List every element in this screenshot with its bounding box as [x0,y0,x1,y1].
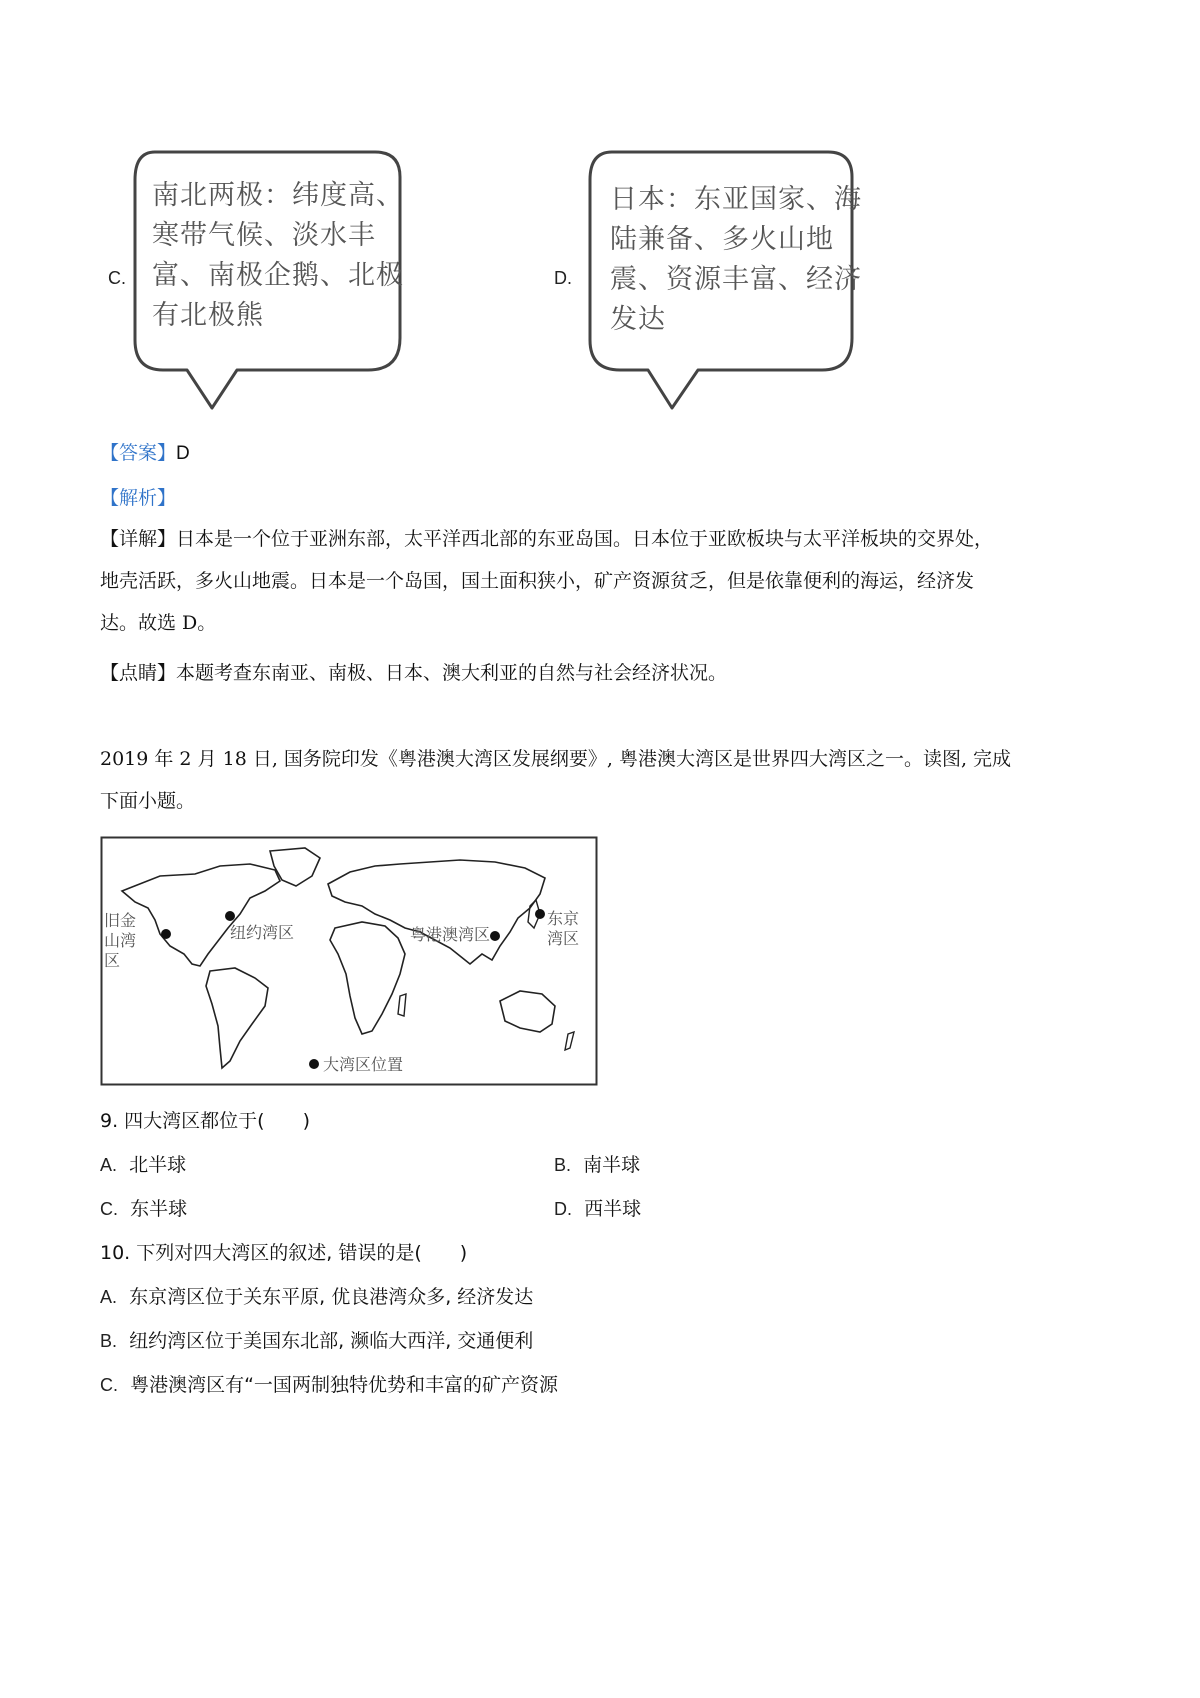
comment-paragraph [100,652,1090,694]
option-letter: B. [554,1155,572,1175]
option-c-text [152,176,404,336]
map-legend-text: 大湾区位置 [323,1055,404,1074]
comment-text: 本题考查东南亚、南极、日本、澳大利亚的自然与社会经济状况。 [176,662,728,684]
option-text: 粤港澳湾区有“一国两制独特优势和丰富的矿产资源 [130,1374,558,1396]
detail-line: 达。故选 D。 [100,612,217,634]
q10-option-c[interactable] [100,1370,558,1397]
option-text: 北半球 [129,1154,187,1176]
option-letter: B. [100,1331,118,1351]
answer-tag: 【答案】 [100,442,177,464]
intro-line: 下面小题。 [100,790,196,812]
question-10-stem: 10. 下列对四大湾区的叙述, 错误的是( ) [100,1242,468,1264]
question-9-stem: 9. 四大湾区都位于( ) [100,1110,310,1132]
map-label-sf: 区 [104,951,121,970]
option-d-text [610,180,862,340]
option-d-letter: D. [554,268,572,288]
intro-paragraph [100,738,1090,822]
q9-option-c[interactable] [100,1194,187,1221]
option-d-line: 震、资源丰富、经济 [610,264,862,295]
map-label-tokyo: 东京 [547,909,580,928]
map-label-gba: 粤港澳湾区 [410,925,491,944]
detail-line: 日本是一个位于亚洲东部，太平洋西北部的东亚岛国。日本位于亚欧板块与太平洋板块的交界处， [176,528,994,550]
greater-bay-area-dot [490,931,500,941]
option-d-line: 日本：东亚国家、海 [610,184,862,215]
answer-value: D [176,443,190,464]
option-d-line: 发达 [610,304,666,335]
option-text: 东半球 [130,1198,188,1220]
option-letter: D. [554,1199,572,1219]
analysis-tag: 【解析】 [100,487,177,509]
q10-option-a[interactable] [100,1282,533,1309]
tokyo-bay-dot [535,909,545,919]
map-label-ny: 纽约湾区 [230,923,295,942]
map-label-tokyo: 湾区 [547,929,580,948]
map-label-sf: 山湾 [104,931,137,950]
option-text: 纽约湾区位于美国东北部, 濒临大西洋, 交通便利 [129,1330,534,1352]
q9-option-a[interactable] [100,1150,186,1177]
option-c-line: 寒带气候、淡水丰 [152,220,376,251]
option-letter: A. [100,1287,118,1307]
q10-option-b[interactable] [100,1326,533,1353]
option-text: 东京湾区位于关东平原, 优良港湾众多, 经济发达 [129,1286,534,1308]
answer-line [100,438,190,465]
option-d-line: 陆兼备、多火山地 [610,224,834,255]
detail-paragraph [100,518,1090,644]
legend-dot [309,1059,319,1069]
option-letter: C. [100,1199,118,1219]
detail-tag: 【详解】 [100,528,177,550]
map-label-sf: 旧金 [104,911,137,930]
intro-line: 2019 年 2 月 18 日, 国务院印发《粤港澳大湾区发展纲要》, 粤港澳大湾区是世界四大湾区之一。读图, 完成 [100,748,1012,770]
new-york-bay-dot [225,911,235,921]
option-c-letter: C. [108,268,126,288]
option-c-line: 有北极熊 [152,300,264,331]
q9-option-d[interactable] [554,1194,641,1221]
option-text: 南半球 [583,1154,641,1176]
detail-line: 地壳活跃，多火山地震。日本是一个岛国，国土面积狭小，矿产资源贫乏，但是依靠便利的海运，经济发 [100,570,975,592]
option-letter: A. [100,1155,118,1175]
comment-tag: 【点睛】 [100,662,177,684]
option-c-line: 富、南极企鹅、北极 [152,260,404,291]
san-francisco-bay-dot [161,929,171,939]
option-letter: C. [100,1375,118,1395]
option-c-line: 南北两极：纬度高、 [152,180,404,211]
option-text: 西半球 [584,1198,642,1220]
q9-option-b[interactable] [554,1150,640,1177]
world-map-figure [100,836,598,1086]
